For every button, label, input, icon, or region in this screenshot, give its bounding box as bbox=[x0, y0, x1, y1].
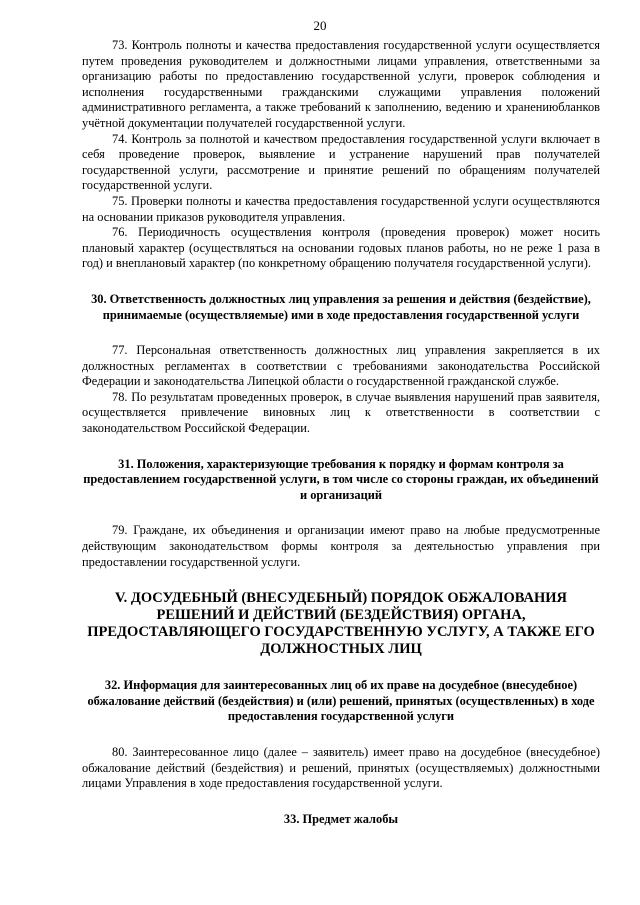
paragraph-73: 73. Контроль полноты и качества предоставления государственной услуги осуществляется путем проведения руководителем и должностными лицами управления, ответственными за организацию работы по предоставлению государственной услуги, проверок соблюдения и исполнения государственными гражданскими служащими управления положений административного регламента, а также требований к заполнению, ведению и хранениюбланков учётной документации получателей государственной услуги. bbox=[82, 38, 600, 130]
heading-30: 30. Ответственность должностных лиц управления за решения и действия (бездействие), принимаемые (осуществляемые) ими в ходе предоставления государственной услуги bbox=[91, 291, 591, 322]
section-v-title: V. ДОСУДЕБНЫЙ (ВНЕСУДЕБНЫЙ) ПОРЯДОК ОБЖАЛОВАНИЯ РЕШЕНИЙ И ДЕЙСТВИЙ (БЕЗДЕЙСТВИЯ) ОРГАНА, ПРЕДОСТАВЛЯЮЩЕГО ГОСУДАРСТВЕННУЮ УСЛУГУ, А ТАКЖЕ ЕГО ДОЛЖНОСТНЫХ ЛИЦ bbox=[87, 590, 595, 658]
page-number: 20 bbox=[313, 18, 327, 33]
paragraph-77: 77. Персональная ответственность должностных лиц управления закрепляется в их должностных регламентах в соответствии с требованиями законодательства Российской Федерации и законодательства Липецкой области о государственной гражданской службе. bbox=[82, 343, 600, 389]
heading-33: 33. Предмет жалобы bbox=[283, 811, 399, 826]
document-body bbox=[82, 38, 600, 827]
paragraph-78: 78. По результатам проведенных проверок, в случае выявления нарушений прав заявителя, осуществляется привлечение виновных лиц к ответственности в соответствии с законодательством Российской Федерации. bbox=[82, 389, 600, 436]
heading-32: 32. Информация для заинтересованных лиц об их праве на досудебное (внесудебное) обжалование действий (бездействия) и (или) решений, принятых (осуществленных) в ходе предоставления государственной услуги bbox=[87, 678, 595, 724]
heading-31: 31. Положения, характеризующие требования к порядку и формам контроля за предоставлением государственной услуги, в том числе со стороны граждан, их объединений и организаций bbox=[83, 456, 599, 502]
paragraph-79: 79. Граждане, их объединения и организации имеют право на любые предусмотренные действующим законодательством формы контроля за деятельностью управления при предоставлении государственной услуги. bbox=[82, 523, 600, 569]
paragraph-74: 74. Контроль за полнотой и качеством предоставления государственной услуги включает в себя проведение проверок, выявление и устранение нарушений прав получателей государственной услуги, рассмотрение и принятие решений по обращениям получателей государственной услуги. bbox=[82, 131, 600, 193]
paragraph-75: 75. Проверки полноты и качества предоставления государственной услуги осуществляются на основании приказов руководителя управления. bbox=[82, 193, 600, 224]
paragraph-76: 76. Периодичность осуществления контроля (проведения проверок) может носить плановый характер (осуществляться на основании годовых планов работы, но не реже 1 раза в год) и внеплановый характер (по конкретному обращению получателя государственной услуги). bbox=[82, 225, 600, 271]
paragraph-80: 80. Заинтересованное лицо (далее – заявитель) имеет право на досудебное (внесудебное) обжалование действий (бездействия) и решений, принятых (осуществляемых) должностными лицами Управления в ходе предоставления государственной услуги. bbox=[82, 745, 600, 791]
